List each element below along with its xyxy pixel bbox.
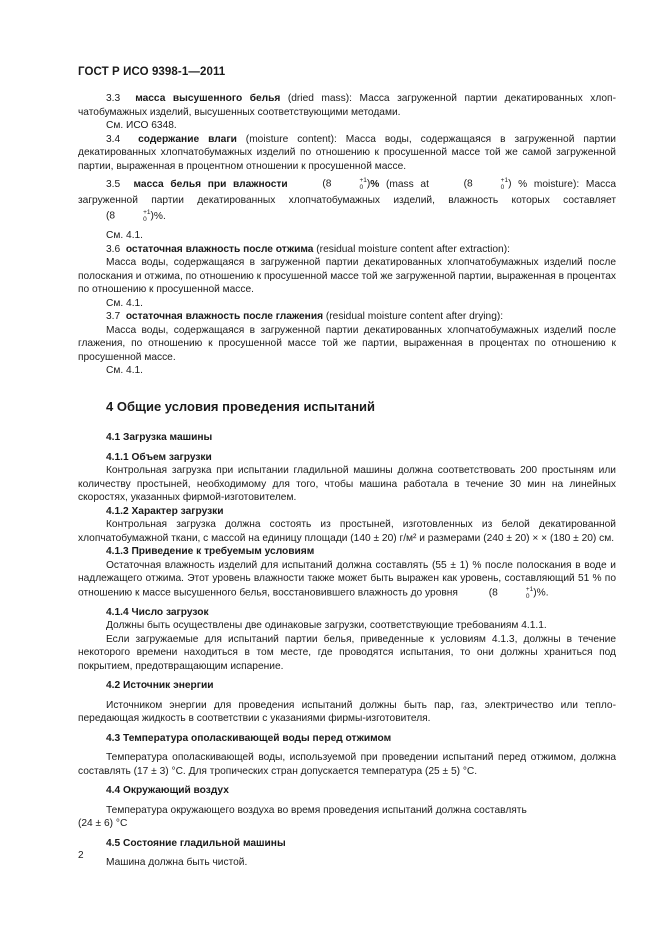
reference-iso-6348: См. ИСО 6348. — [106, 120, 177, 131]
page-number: 2 — [78, 850, 84, 861]
heading-4-1-3: 4.1.3 Приведение к требуемым условиям — [106, 546, 315, 557]
heading-4-4: 4.4 Окружающий воздух — [106, 785, 229, 797]
text-4-5: Машина должна быть чистой. — [106, 857, 248, 869]
text-4-1-1: Контрольная загрузка при испытании гладильной машины должна соответствовать 200 простыням или количеству простыней, необходимому для того, чтобы машина работала в течение 30 мин на линейных скоростях, указанных фирмой-изготовителем. — [78, 465, 616, 503]
fraction-8b: (8 +1 0 ) — [463, 177, 512, 192]
text-4-4-a: Температура окружающего воздуха во время проведения испытаний должна составлять — [106, 804, 527, 816]
heading-4-3: 4.3 Температура ополаскивающей воды перед отжимом — [106, 732, 392, 744]
heading-4-1-4: 4.1.4 Число загрузок — [106, 606, 209, 618]
page-content — [78, 92, 616, 870]
text-4-1-4-a: Должны быть осуществлены две одинаковые загрузки, соответствующие требованиям 4.1.1. — [106, 620, 547, 632]
fraction-8d: (8 +1 0 ) — [488, 585, 537, 600]
term-3-6-definition: Масса воды, содержащаяся в загруженной партии декатированных хлопчатобумажных изделий после полоскания и отжима, по отношению к просушенной массе той же загруженной партии, выраженная в процентах по отношению к просушенной массе. — [78, 257, 616, 295]
reference-4-1-b: См. 4.1. — [106, 297, 144, 309]
text-4-2: Источником энергии для проведения испытаний должны быть пар, газ, электричество или теплопередающая жидкость в соответствии с указаниями фирмы-изготовителя. — [78, 699, 616, 725]
heading-4-1-1: 4.1.1 Объем загрузки — [106, 451, 212, 463]
term-3-7-definition: Масса воды, содержащаяся в загруженной партии декатированных хлопчатобумажных изделий после глажения, по отношению к просушенной массе той же партии, выраженная в процентах по отношению к просушенной массе. — [78, 324, 616, 363]
term-3-3: 3.3 масса высушенного белья (dried mass): Масса загруженной партии декатированных хлопчатобумажных изделий, высушенных соответствующими методами. — [78, 93, 616, 118]
term-3-7: 3.7 остаточная влажность после глажения (residual moisture content after drying): — [106, 311, 504, 322]
heading-4-1: 4.1 Загрузка машины — [106, 432, 213, 443]
reference-4-1: См. 4.1. — [106, 230, 144, 241]
text-4-1-3: Остаточная влажность изделий для испытаний должна составлять (55 ± 1) % после полоскания в воде и надлежащего отжима. Этот уровень влажности также может быть выражен как уровень, составляющий 51 % по отношению к массе высушенного белья, восстановившего влажность до уровня (8 +1 0 )%. — [78, 559, 616, 600]
heading-4-5: 4.5 Состояние гладильной машины — [106, 837, 286, 849]
term-3-5: 3.5 масса белья при влажности (8 +1 0 )% (mass at (8 +1 0 ) % moisture): Масса загруженной партии декатированных хлопчатобумажных изделий, влажность которых составляет (8 +1 0 )%. — [78, 177, 616, 224]
document-header: ГОСТ Р ИСО 9398-1—2011 — [78, 66, 226, 78]
fraction-8: (8 +1 0 ) — [322, 177, 371, 192]
fraction-8c: (8 +1 0 ) — [106, 209, 154, 224]
heading-4-2: 4.2 Источник энергии — [106, 680, 214, 692]
section-4-title: 4 Общие условия проведения испытаний — [106, 398, 376, 414]
text-4-1-2: Контрольная загрузка должна состоять из простыней, изготовленных из белой декатированной хлопчатобумажной ткани, с массой на единицу площади (140 ± 20) г/м² и размерами (240 ± 20) × × (180 ± 20) см. — [78, 519, 616, 544]
text-4-4-b: (24 ± 6) °С — [78, 818, 128, 830]
reference-4-1-c: См. 4.1. — [106, 365, 144, 376]
heading-4-1-2: 4.1.2 Характер загрузки — [106, 505, 224, 517]
term-3-4: 3.4 содержание влаги (moisture content): Масса воды, содержащаяся в загруженной партии декатированных хлопчатобумажных изделий по отношению к просушенной массе той же самой загруженной партии, выраженная в процентном отношении к просушенной массе. — [78, 133, 616, 172]
term-3-6: 3.6 остаточная влажность после отжима (residual moisture content after extraction): — [106, 243, 510, 255]
text-4-1-4-b: Если загружаемые для испытаний партии белья, приведенные к условиям 4.1.3, должны в течение некоторого времени находиться в том месте, где проводятся испытания, то они должны храниться под покрытием, предотвращающим испарение. — [78, 633, 616, 672]
text-4-3: Температура ополаскивающей воды, используемой при проведении испытаний перед отжимом, должна составлять (17 ± 3) °С. Для тропических стран допускается температура (25 ± 5) °С. — [78, 752, 616, 777]
